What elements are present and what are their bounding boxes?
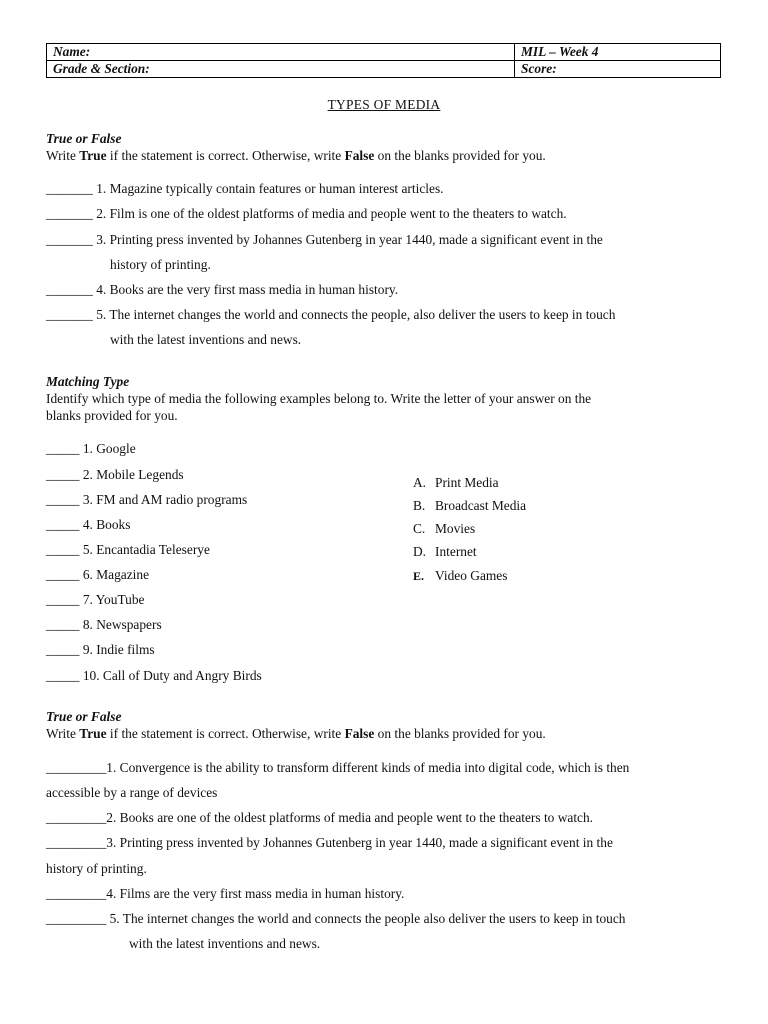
section3-instructions: Write True if the statement is correct. Otherwise, write False on the blanks provided for you.	[46, 726, 546, 741]
section3-item-2: _________2. Books are one of the oldest platforms of media and people went to the theaters to watch.	[46, 810, 594, 825]
matching-item-2: _____ 2. Mobile Legends	[46, 467, 184, 482]
section1-item-1: _______ 1. Magazine typically contain features or human interest articles.	[46, 181, 444, 196]
section3-item-3-cont: history of printing.	[46, 861, 147, 876]
section1-item-3: _______ 3. Printing press invented by Johannes Gutenberg in year 1440, made a significant event in the	[46, 232, 603, 247]
matching-item-6: _____ 6. Magazine	[46, 567, 150, 582]
matching-item-5: _____ 5. Encantadia Teleserye	[46, 542, 210, 557]
section1-item-3-cont: history of printing.	[110, 257, 211, 272]
choice-a: A. Print Media	[413, 475, 499, 490]
choice-e: E. Video Games	[413, 568, 508, 583]
choice-c: C. Movies	[413, 521, 476, 536]
score-cell: Score:	[515, 61, 721, 78]
choice-b: B. Broadcast Media	[413, 498, 527, 513]
name-cell: Name:	[47, 44, 515, 61]
matching-item-10: _____ 10. Call of Duty and Angry Birds	[46, 668, 262, 683]
section3-item-4: _________4. Films are the very first mass media in human history.	[46, 886, 405, 901]
matching-item-9: _____ 9. Indie films	[46, 642, 155, 657]
section1-item-4: _______ 4. Books are the very first mass media in human history.	[46, 282, 399, 297]
section1-title: True or False	[46, 131, 122, 146]
page-title: TYPES OF MEDIA	[327, 97, 441, 112]
choice-d: D. Internet	[413, 544, 477, 559]
grade-section-cell: Grade & Section:	[47, 61, 515, 78]
section3-item-5: _________ 5. The internet changes the world and connects the people also deliver the users to keep in touch	[46, 911, 626, 926]
matching-item-4: _____ 4. Books	[46, 517, 131, 532]
section3-item-1-cont: accessible by a range of devices	[46, 785, 218, 800]
section1-item-2: _______ 2. Film is one of the oldest platforms of media and people went to the theaters to watch.	[46, 206, 567, 221]
matching-item-3: _____ 3. FM and AM radio programs	[46, 492, 248, 507]
matching-item-8: _____ 8. Newspapers	[46, 617, 162, 632]
section3-item-5-cont: with the latest inventions and news.	[129, 936, 321, 951]
header-table	[46, 43, 721, 78]
section2-instructions-line2: blanks provided for you.	[46, 408, 178, 423]
section1-item-5: _______ 5. The internet changes the world and connects the people, also deliver the users to keep in touch	[46, 307, 616, 322]
section1-instructions: Write True if the statement is correct. Otherwise, write False on the blanks provided for you.	[46, 148, 546, 163]
section1-item-5-cont: with the latest inventions and news.	[110, 332, 302, 347]
section2-instructions-line1: Identify which type of media the following examples belong to. Write the letter of your answer on the	[46, 391, 592, 406]
subject-cell: MIL – Week 4	[515, 44, 721, 61]
matching-item-7: _____ 7. YouTube	[46, 592, 145, 607]
matching-item-1: _____ 1. Google	[46, 441, 136, 456]
section3-title: True or False	[46, 709, 122, 724]
section3-item-3: _________3. Printing press invented by Johannes Gutenberg in year 1440, made a significant event in the	[46, 835, 613, 850]
section3-item-1: _________1. Convergence is the ability to transform different kinds of media into digital code, which is then	[46, 760, 630, 775]
section2-title: Matching Type	[46, 374, 130, 389]
